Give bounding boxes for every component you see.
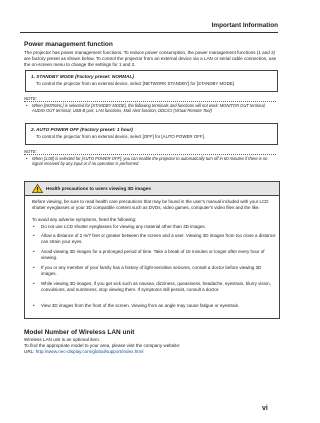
note-label: NOTE: <box>24 149 37 154</box>
health-precautions-title: Health precautions to users viewing 3D images <box>46 185 151 191</box>
url-label: URL: <box>24 349 35 354</box>
health-item: • If you or any member of your family has a history of light-sensitive seizures, consult a doctor before viewing 3D images. <box>33 265 262 276</box>
health-item: • View 3D images from the front of the screen. Viewing from an angle may cause fatigue or eyestrain. <box>33 303 240 308</box>
page-header-title: Important Information <box>211 22 278 29</box>
standby-note: • When [NORMAL] is selected for [STANDBY MODE], the following terminals and functions will not work: MONITOR OUT terminal, AUDIO OUT terminal, USB-B port, LAN functions, Mail Alert function, DDC/CI (Virtual Remote Tool) <box>26 103 266 114</box>
health-precautions-header <box>25 182 279 196</box>
health-lead: To avoid any adverse symptoms, heed the following: <box>32 217 137 222</box>
support-url-link[interactable]: http://www.nec-display.com/global/support/index.html <box>35 349 144 354</box>
health-item: • Allow a distance of 2 m/7 feet or greater between the screen and a user. Viewing 3D images from too close a distance can strain your eyes. <box>33 233 276 244</box>
power-management-intro: The projector has power management functions. To reduce power consumption, the power management functions (1 and 2) are factory preset as shown below. To control the projector from an external device via a LAN or serial cable connection, use the on-screen menu to change the settings for 1 and 2. <box>24 50 277 68</box>
auto-power-off-note: • When [1:00] is selected for [AUTO POWER OFF], you can enable the projector to automatically turn off in 60 minutes if there is no signal received by any input or if no operation is performed. <box>26 156 268 167</box>
auto-power-off-heading: 2. AUTO POWER OFF (Factory preset: 1 hour) <box>31 127 133 132</box>
note-label: NOTE: <box>24 96 37 101</box>
warning-icon <box>32 184 43 193</box>
standby-mode-heading: 1. STANDBY MODE (Factory preset: NORMAL) <box>31 74 134 79</box>
health-item: • Avoid viewing 3D images for a prolonged period of time. Take a break of 15 minutes or longer after every hour of viewing. <box>33 249 265 260</box>
health-precautions-box <box>24 181 280 319</box>
note-divider <box>24 101 276 102</box>
auto-power-off-box <box>25 123 278 145</box>
page-number: vi <box>262 405 268 412</box>
header-rule <box>20 32 278 33</box>
wireless-lan-line-1: Wireless LAN unit is an optional item. <box>24 337 101 342</box>
wireless-lan-url-line <box>24 349 278 355</box>
wireless-lan-title: Model Number of Wireless LAN unit <box>24 329 135 336</box>
health-intro: Before viewing, be sure to read health care precautions that may be found in the user's manual included with your LCD shutter eyeglasses or your 3D compatible content such as DVDs, video games, computer's video files and the like. <box>32 199 269 210</box>
health-item: • While viewing 3D images, if you get sick such as nausea, dizziness, queasiness, headache, eyestrain, blurry vision, convulsions, and numbness, stop viewing them. If symptoms still persist, consult a doctor. <box>33 281 271 292</box>
standby-mode-box <box>25 70 278 92</box>
wireless-lan-line-2: To find the appropriate model to your area, please visit the company website: <box>24 343 181 348</box>
auto-power-off-text: To control the projector from an external device, select [OFF] for [AUTO POWER OFF]. <box>36 134 206 139</box>
health-item: • Do not use LCD shutter eyeglasses for viewing any material other than 3D images. <box>33 224 206 229</box>
note-divider <box>24 154 276 155</box>
standby-mode-text: To control the projector from an external device, select [NETWORK STANDBY] for [STANDBY MODE]. <box>36 81 236 86</box>
power-management-title: Power management function <box>24 41 113 48</box>
